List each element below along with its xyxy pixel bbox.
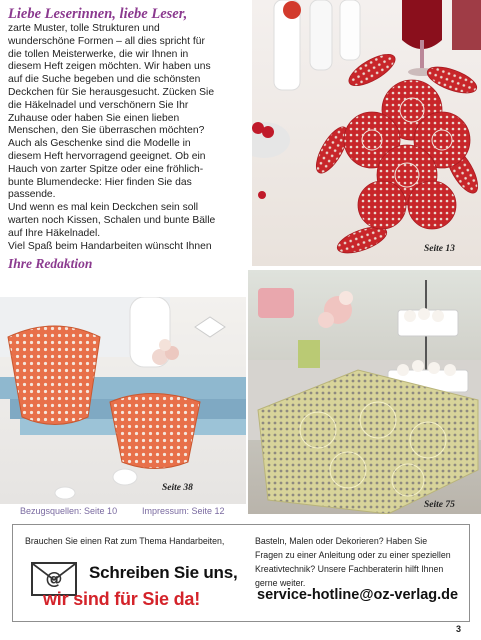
supply-sources-link[interactable]: Bezugsquellen: Seite 10 (20, 506, 118, 516)
intro-line: diesem Heft zeigen möchten. Wir haben uns (8, 61, 211, 73)
intro-line: Und wenn es mal kein Deckchen sein soll (8, 202, 199, 214)
intro-line: bunte Blumendecke: Hier finden Sie das (8, 176, 192, 188)
cta-write-us: Schreiben Sie uns, (89, 563, 238, 582)
intro-line: Menschen, den Sie überraschen möchten? (8, 125, 205, 137)
service-text-right-line: Kreativtechnik? Unsere Fachberaterin hilft Ihnen (255, 564, 444, 574)
intro-signature: Ihre Redaktion (8, 256, 93, 272)
service-text-right-line: Fragen zu einer Anleitung oder zu einer speziellen (255, 550, 451, 560)
intro-line: warten noch Kissen, Schalen und bunte Bälle (8, 214, 216, 226)
table-runner-illustration (248, 270, 481, 514)
caption-table-runner: Seite 75 (424, 500, 455, 510)
service-box (12, 524, 470, 622)
service-hotline-email-link[interactable]: service-hotline@oz-verlag.de (257, 587, 459, 603)
intro-line: Zuhause oder haben Sie einen lieben (8, 112, 180, 124)
photo-table-runner (248, 270, 481, 514)
crochet-bowls-illustration (0, 297, 246, 504)
intro-line: auf die Suche begeben und die schönsten (8, 74, 201, 86)
intro-line: wunderschöne Formen – all dies spricht für (8, 35, 205, 47)
photo-red-doily (252, 0, 481, 266)
service-text-right (255, 534, 455, 590)
intro-line: auf Ihre Häkelnadel. (8, 227, 101, 239)
caption-red-doily: Seite 13 (424, 244, 455, 254)
service-text-left: Brauchen Sie einen Rat zum Thema Handarbeiten, (25, 536, 225, 546)
page-number: 3 (456, 624, 462, 634)
intro-line: Viel Spaß beim Handarbeiten wünscht Ihnen (8, 240, 212, 252)
intro-line: Hauch von zarter Spitze oder eine fröhlich- (8, 163, 204, 175)
intro-heading: Liebe Leserinnen, liebe Leser, (8, 6, 188, 22)
intro-line: zarte Muster, tolle Strukturen und (8, 23, 160, 34)
service-text-right-line: gerne weiter. (255, 578, 306, 588)
intro-body (8, 23, 250, 253)
editorial-intro (8, 6, 250, 272)
intro-line: die tollen Meisterwerke, die wir Ihnen in (8, 48, 189, 60)
at-sign-icon: @ (45, 569, 63, 589)
photo-crochet-bowls (0, 297, 246, 504)
intro-line: Auch als Geschenke sind die Modelle in (8, 138, 191, 150)
intro-line: diesem Heft hervorragend geeignet. Ob ein (8, 150, 206, 162)
red-doily-illustration (252, 0, 481, 266)
imprint-link[interactable]: Impressum: Seite 12 (142, 506, 225, 516)
intro-line: die Häkelnadel und verschönern Sie Ihr (8, 99, 189, 111)
cta-we-are-here: wir sind für Sie da! (43, 589, 201, 609)
service-text-right-line: Basteln, Malen oder Dekorieren? Haben Sie (255, 536, 428, 546)
intro-line: Deckchen für Sie herausgesucht. Zücken Sie (8, 86, 215, 98)
intro-line: passende. (8, 189, 56, 201)
caption-crochet-bowls: Seite 38 (162, 483, 193, 493)
